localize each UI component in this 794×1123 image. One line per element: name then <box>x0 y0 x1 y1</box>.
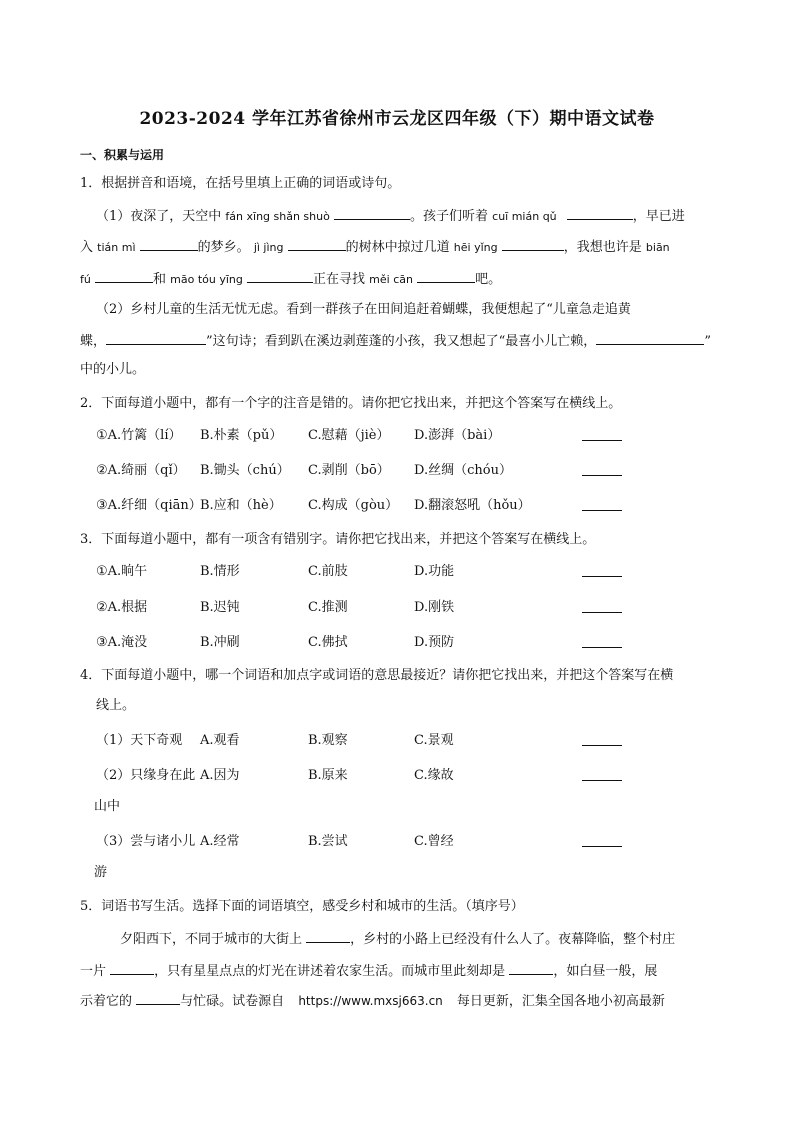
text: 和 <box>153 272 167 287</box>
question-2-stem: 2．下面每道小题中，都有一个字的注音是错的。请你把它找出来，并把这个答案写在横线上。 <box>80 396 622 411</box>
answer-blank[interactable] <box>502 236 564 251</box>
text: ” <box>704 334 711 349</box>
text: 正在寻找 <box>313 272 366 287</box>
option-b: B.锄头（chú） <box>200 463 290 478</box>
option-a: ②A.绮丽（qǐ） <box>96 463 186 478</box>
q5-passage-line-1 <box>120 928 675 950</box>
answer-blank[interactable] <box>288 236 346 251</box>
pinyin: tián mì <box>97 241 136 254</box>
text: ”这句诗；看到趴在溪边剥莲蓬的小孩，我又想起了“最喜小儿亡赖， <box>206 334 597 349</box>
text: 的树林中掠过几道 <box>345 240 450 255</box>
page-title: 2023-2024 学年江苏省徐州市云龙区四年级（下）期中语文试卷 <box>139 109 655 129</box>
q5-passage-line-2 <box>80 960 657 982</box>
q1-paragraph-1-line-3 <box>80 268 501 290</box>
pinyin: biān <box>645 241 670 254</box>
answer-blank[interactable] <box>567 205 633 220</box>
option-d: D.预防 <box>414 635 455 650</box>
text: ，只有星星点点的灯光在讲述着农家生活。而城市里此刻却是 <box>154 964 506 979</box>
text: 的梦乡。 <box>197 240 250 255</box>
option-c: C.慰藉（jiè） <box>308 428 390 443</box>
option-c: C.剥削（bō） <box>308 463 390 478</box>
option-d: D.丝绸（chóu） <box>414 463 512 478</box>
pinyin: cuī mián qǔ <box>492 210 557 223</box>
option-b: B.朴素（pǔ） <box>200 428 283 443</box>
q1-paragraph-2-line-1: （2）乡村儿童的生活无忧无虑。看到一群孩子在田间追赶着蝴蝶，我便想起了“儿童急走追黄 <box>96 302 631 317</box>
option-a: ①A.晌午 <box>96 564 148 579</box>
option-b: B.迟钝 <box>200 600 240 615</box>
option-b: B.冲刷 <box>200 635 240 650</box>
option-a: A.观看 <box>200 733 240 748</box>
q3-row-1 <box>96 562 656 582</box>
answer-blank[interactable] <box>582 766 622 781</box>
option-b: B.尝试 <box>308 834 348 849</box>
pinyin: měi cān <box>369 273 413 286</box>
option-a: ③A.纤细（qiān） <box>96 498 202 513</box>
answer-blank[interactable] <box>95 268 153 283</box>
answer-blank[interactable] <box>417 268 475 283</box>
pinyin: fú <box>80 273 91 286</box>
item-label: （2）只缘身在此 <box>96 768 196 783</box>
text: 吧。 <box>475 272 502 287</box>
option-b: B.观察 <box>308 733 348 748</box>
text: 。孩子们听着 <box>409 209 488 224</box>
option-a: ②A.根据 <box>96 600 148 615</box>
text: 夕阳西下，不同于城市的大街上 <box>120 932 303 947</box>
option-c: C.曾经 <box>414 834 454 849</box>
text: ，早已进 <box>632 209 685 224</box>
q2-row-1 <box>96 426 656 446</box>
answer-blank[interactable] <box>582 633 622 648</box>
option-a: A.经常 <box>200 834 240 849</box>
answer-blank[interactable] <box>334 205 410 220</box>
answer-blank[interactable] <box>106 330 206 345</box>
source-link[interactable]: https://www.mxsj663.cn <box>298 994 443 1008</box>
question-5-stem: 5．词语书写生活。选择下面的词语填空，感受乡村和城市的生活。（填序号） <box>80 899 524 914</box>
answer-blank[interactable] <box>582 426 622 441</box>
option-a: A.因为 <box>200 768 240 783</box>
option-b: B.情形 <box>200 564 240 579</box>
text: ，乡村的小路上已经没有什么人了。夜幕降临，整个村庄 <box>350 932 676 947</box>
option-a: ③A.淹没 <box>96 635 148 650</box>
q2-row-3 <box>96 496 656 516</box>
text: 一片 <box>80 964 107 979</box>
answer-blank[interactable] <box>582 562 622 577</box>
answer-blank[interactable] <box>306 928 350 943</box>
q3-row-3 <box>96 633 656 653</box>
pinyin: hēi yǐng <box>453 241 498 254</box>
answer-blank[interactable] <box>596 330 704 345</box>
text: 入 <box>80 240 94 255</box>
q4-row-2 <box>96 766 656 786</box>
option-d: D.澎湃（bài） <box>414 428 501 443</box>
text: 每日更新，汇集全国各地小初高最新 <box>456 994 665 1009</box>
option-c: C.景观 <box>414 733 454 748</box>
q2-row-2 <box>96 461 656 481</box>
pinyin: jì jìng <box>253 241 284 254</box>
answer-blank[interactable] <box>582 461 622 476</box>
item-label-wrap: 山中 <box>94 799 121 814</box>
q1-paragraph-1-line-1 <box>96 205 685 227</box>
q5-passage-line-3 <box>80 990 665 1012</box>
q4-row-1 <box>96 731 656 751</box>
section-heading: 一、积累与运用 <box>80 148 165 162</box>
option-d: D.功能 <box>414 564 455 579</box>
item-label-wrap: 游 <box>94 865 108 880</box>
pinyin: māo tóu yīng <box>170 273 243 286</box>
answer-blank[interactable] <box>582 496 622 511</box>
option-a: ①A.竹篱（lí） <box>96 428 182 443</box>
pinyin: fán xīng shǎn shuò <box>225 210 330 223</box>
option-c: C.前肢 <box>308 564 348 579</box>
item-label: （1）天下奇观 <box>96 733 183 748</box>
answer-blank[interactable] <box>110 960 154 975</box>
option-b: B.应和（hè） <box>200 498 282 513</box>
text: 蝶， <box>80 334 107 349</box>
answer-blank[interactable] <box>509 960 553 975</box>
option-d: D.刚铁 <box>414 600 455 615</box>
q1-paragraph-1-line-2 <box>80 236 670 258</box>
question-4-stem-cont: 线上。 <box>96 698 136 713</box>
option-d: D.翻滚怒吼（hǒu） <box>414 498 531 513</box>
answer-blank[interactable] <box>136 990 180 1005</box>
text: （1）夜深了，天空中 <box>96 209 222 224</box>
text: 与忙碌。试卷源自 <box>180 994 285 1009</box>
answer-blank[interactable] <box>247 268 313 283</box>
text: ，如白昼一般，展 <box>553 964 658 979</box>
option-c: C.佛拭 <box>308 635 348 650</box>
q3-row-2 <box>96 598 656 618</box>
option-c: C.缘故 <box>414 768 454 783</box>
option-c: C.构成（gòu） <box>308 498 399 513</box>
option-c: C.推测 <box>308 600 348 615</box>
q1-paragraph-2-line-2 <box>80 330 711 352</box>
item-label: （3）尝与诸小儿 <box>96 834 196 849</box>
question-1-stem: 1．根据拼音和语境，在括号里填上正确的词语或诗句。 <box>80 176 401 191</box>
text: ，我想也许是 <box>563 240 642 255</box>
answer-blank[interactable] <box>582 731 622 746</box>
option-b: B.原来 <box>308 768 348 783</box>
q4-row-3 <box>96 832 656 852</box>
text: 示着它的 <box>80 994 133 1009</box>
answer-blank[interactable] <box>140 236 198 251</box>
answer-blank[interactable] <box>582 598 622 613</box>
q1-paragraph-2-line-3: 中的小儿。 <box>80 362 146 377</box>
answer-blank[interactable] <box>582 832 622 847</box>
question-4-stem: 4．下面每道小题中，哪一个词语和加点字或词语的意思最接近？请你把它找出来，并把这个答案写在横 <box>80 668 674 683</box>
question-3-stem: 3．下面每道小题中，都有一项含有错别字。请你把它找出来，并把这个答案写在横线上。 <box>80 532 596 547</box>
